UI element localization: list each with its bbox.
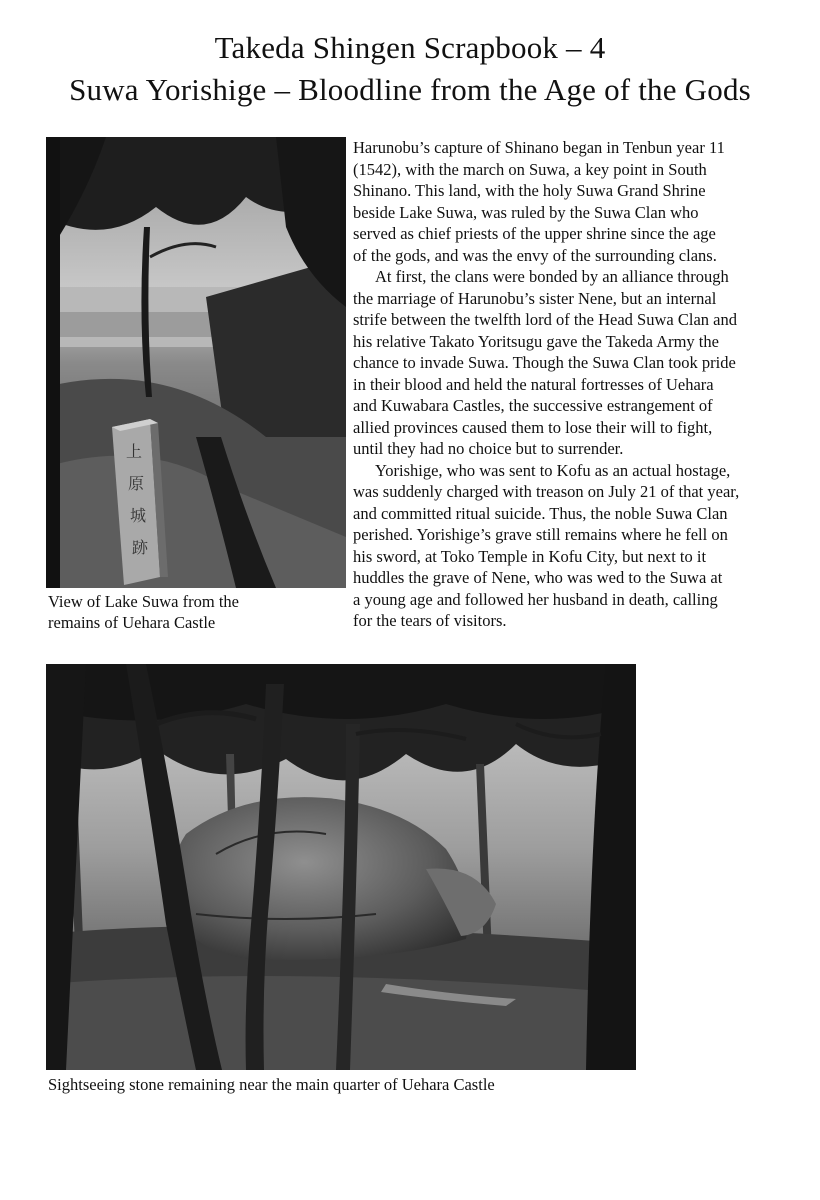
body-line: was suddenly charged with treason on July 21 of that year, [353,482,740,501]
sightseeing-stone-caption: Sightseeing stone remaining near the main quarter of Uehara Castle [48,1075,495,1094]
body-line: until they had no choice but to surrender. [353,439,624,458]
body-line: Shinano. This land, with the holy Suwa Grand Shrine [353,181,706,200]
body-line: huddles the grave of Nene, who was wed to the Suwa at [353,568,723,587]
svg-text:跡: 跡 [131,538,149,557]
body-line: perished. Yorishige’s grave still remains where he fell on [353,525,728,544]
body-line: At first, the clans were bonded by an alliance through [375,267,729,286]
body-line: Harunobu’s capture of Shinano began in Tenbun year 11 [353,138,725,157]
article-body [353,137,813,632]
body-line: and Kuwabara Castles, the successive estrangement of [353,396,713,415]
body-line: in their blood and held the natural fortresses of Uehara [353,374,714,394]
svg-text:上: 上 [125,442,143,461]
paragraph-2 [353,266,813,460]
svg-text:原: 原 [127,474,145,493]
body-line: of the gods, and was the envy of the surrounding clans. [353,245,717,265]
body-line: beside Lake Suwa, was ruled by the Suwa Clan who [353,202,699,222]
body-line: allied provinces caused them to lose their will to fight, [353,417,713,437]
lake-suwa-photo-drawing [46,137,346,588]
lake-suwa-caption [48,591,338,633]
body-line: for the tears of visitors. [353,611,507,630]
body-line: his relative Takato Yoritsugu gave the Takeda Army the [353,331,719,351]
body-line: (1542), with the march on Suwa, a key point in South [353,159,707,179]
body-line: the marriage of Harunobu’s sister Nene, but an internal [353,288,717,308]
paragraph-1 [353,137,813,266]
body-line: chance to invade Suwa. Though the Suwa Clan took pride [353,353,736,372]
sightseeing-stone-photo-drawing [46,664,636,1070]
svg-text:城: 城 [129,506,147,525]
paragraph-3 [353,460,813,632]
caption-line: View of Lake Suwa from the [48,592,239,611]
caption-line: remains of Uehara Castle [48,613,216,632]
body-line: a young age and followed her husband in death, calling [353,589,718,609]
lake-suwa-photo [46,137,346,588]
title-line-1: Takeda Shingen Scrapbook – 4 [214,30,606,65]
body-line: served as chief priests of the upper shrine since the age [353,224,716,243]
sightseeing-stone-photo [46,664,636,1070]
body-line: his sword, at Toko Temple in Kofu City, but next to it [353,546,707,566]
body-line: Yorishige, who was sent to Kofu as an actual hostage, [375,460,731,480]
body-line: and committed ritual suicide. Thus, the noble Suwa Clan [353,503,728,523]
title-line-2: Suwa Yorishige – Bloodline from the Age of the Gods [69,72,751,107]
body-line: strife between the twelfth lord of the Head Suwa Clan and [353,310,737,329]
